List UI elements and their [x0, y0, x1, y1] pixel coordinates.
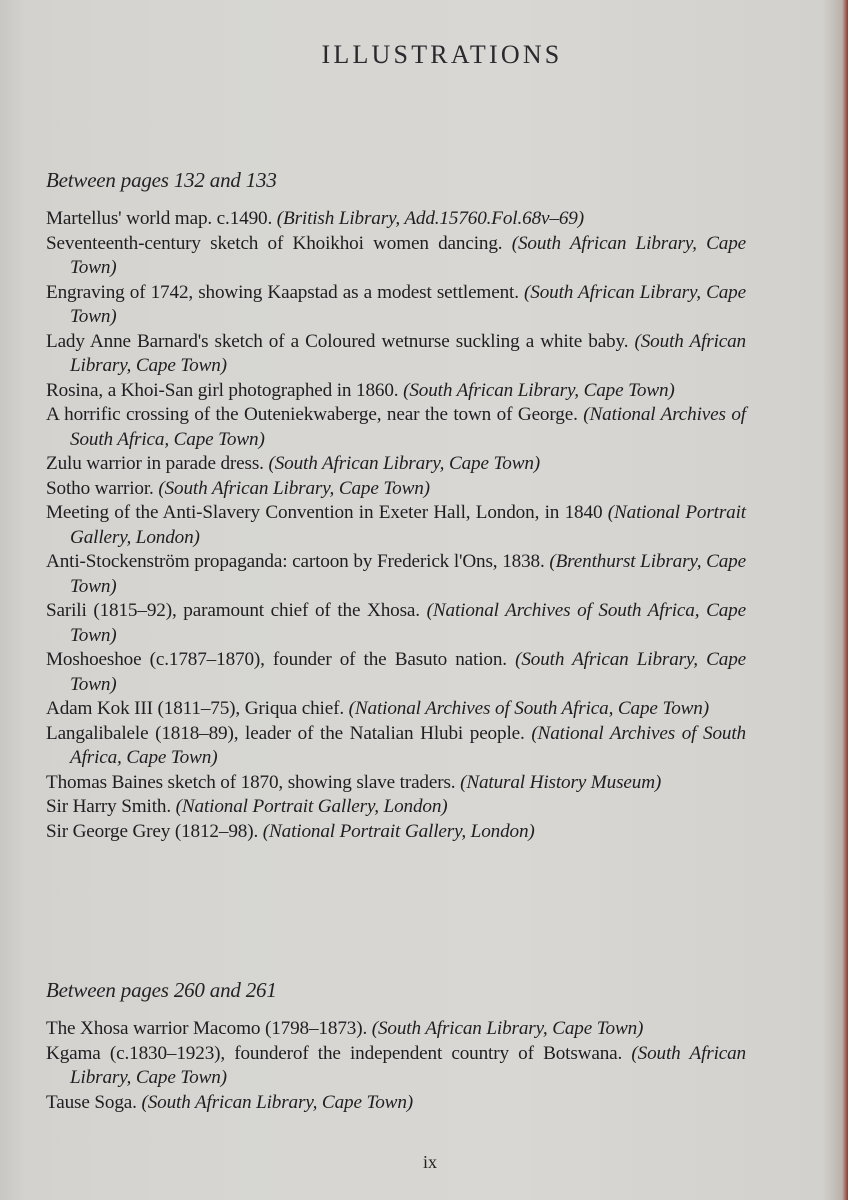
entry-text: Martellus' world map. c.1490.: [46, 208, 277, 229]
list-item: [46, 722, 746, 771]
list-item: [46, 477, 746, 502]
entry-text: Lady Anne Barnard's sketch of a Coloured wetnurse suckling a white baby.: [46, 330, 635, 352]
entry-source: (South African Library, Cape Town): [70, 330, 747, 376]
entry-source: (South African Library, Cape Town): [70, 1042, 747, 1088]
entry-text: Adam Kok III (1811–75), Griqua chief.: [46, 698, 349, 719]
entry-source: (South African Library, Cape Town): [141, 1091, 414, 1113]
list-item: [46, 1091, 746, 1116]
entry-source: (South African Library, Cape Town): [268, 453, 541, 474]
section-pages-260-261: [46, 978, 746, 1115]
list-item: [46, 697, 746, 722]
entry-text: Sarili (1815–92), paramount chief of the Xhosa.: [46, 600, 427, 621]
entry-text: Kgama (c.1830–1923), founderof the independent country of Botswana.: [46, 1042, 632, 1064]
entry-source: (Natural History Museum): [460, 771, 662, 793]
entry-list: [46, 207, 746, 844]
list-item: [46, 281, 746, 330]
list-item: [46, 207, 746, 232]
entry-text: Moshoeshoe (c.1787–1870), founder of the Basuto nation.: [46, 649, 516, 670]
entry-source: (Brenthurst Library, Cape Town): [70, 551, 746, 597]
entry-list: [46, 1017, 746, 1115]
entry-source: (National Portrait Gallery, London): [175, 796, 448, 817]
list-item: [46, 648, 746, 697]
entry-source: (South African Library, Cape Town): [158, 477, 430, 499]
list-item: [46, 379, 746, 404]
list-item: [46, 452, 746, 477]
section-heading: Between pages 260 and 261: [46, 978, 277, 1002]
entry-text: Rosina, a Khoi-San girl photographed in 1860.: [46, 379, 404, 401]
entry-source: (National Archives of South Africa, Cape Town): [348, 698, 709, 719]
list-item: [46, 820, 746, 845]
entry-text: Anti-Stockenström propaganda: cartoon by Frederick l'Ons, 1838.: [46, 551, 550, 572]
section-heading: Between pages 132 and 133: [46, 168, 277, 192]
entry-source: (South African Library, Cape Town): [70, 232, 747, 278]
entry-text: Engraving of 1742, showing Kaapstad as a modest settlement.: [46, 281, 525, 303]
entry-text: The Xhosa warrior Macomo (1798–1873).: [46, 1018, 372, 1039]
entry-source: (National Archives of South Africa, Cape Town): [70, 600, 746, 646]
entry-text: Thomas Baines sketch of 1870, showing slave traders.: [46, 771, 461, 793]
page-number: ix: [422, 1152, 437, 1172]
entry-text: Tause Soga.: [46, 1091, 142, 1113]
list-item: [46, 232, 746, 281]
page-title: ILLUSTRATIONS: [321, 40, 563, 69]
list-item: [46, 1017, 746, 1042]
entry-text: Seventeenth-century sketch of Khoikhoi women dancing.: [46, 232, 512, 254]
entry-source: (South African Library, Cape Town): [70, 281, 746, 327]
list-item: [46, 599, 746, 648]
entry-text: A horrific crossing of the Outeniekwaberge, near the town of George.: [46, 404, 584, 425]
entry-text: Sotho warrior.: [46, 477, 159, 499]
entry-source: (National Portrait Gallery, London): [262, 820, 535, 842]
entry-source: (National Archives of South Africa, Cape Town): [70, 722, 746, 768]
section-pages-132-133: [46, 168, 746, 844]
list-item: [46, 771, 746, 796]
entry-source: (National Archives of South Africa, Cape Town): [70, 404, 746, 450]
entry-text: Sir George Grey (1812–98).: [46, 820, 263, 842]
entry-text: Sir Harry Smith.: [46, 796, 176, 817]
entry-text: Meeting of the Anti-Slavery Convention in Exeter Hall, London, in 1840: [46, 502, 608, 523]
list-item: [46, 501, 746, 550]
entry-source: (South African Library, Cape Town): [371, 1018, 644, 1039]
list-item: [46, 330, 746, 379]
entry-source: (South African Library, Cape Town): [70, 649, 746, 695]
list-item: [46, 403, 746, 452]
list-item: [46, 550, 746, 599]
entry-source: (British Library, Add.15760.Fol.68v–69): [276, 208, 584, 229]
entry-text: Zulu warrior in parade dress.: [46, 453, 269, 474]
list-item: [46, 1042, 746, 1091]
entry-source: (National Portrait Gallery, London): [70, 502, 746, 548]
list-item: [46, 795, 746, 820]
entry-text: Langalibalele (1818–89), leader of the Natalian Hlubi people.: [46, 722, 532, 744]
entry-source: (South African Library, Cape Town): [403, 379, 675, 401]
